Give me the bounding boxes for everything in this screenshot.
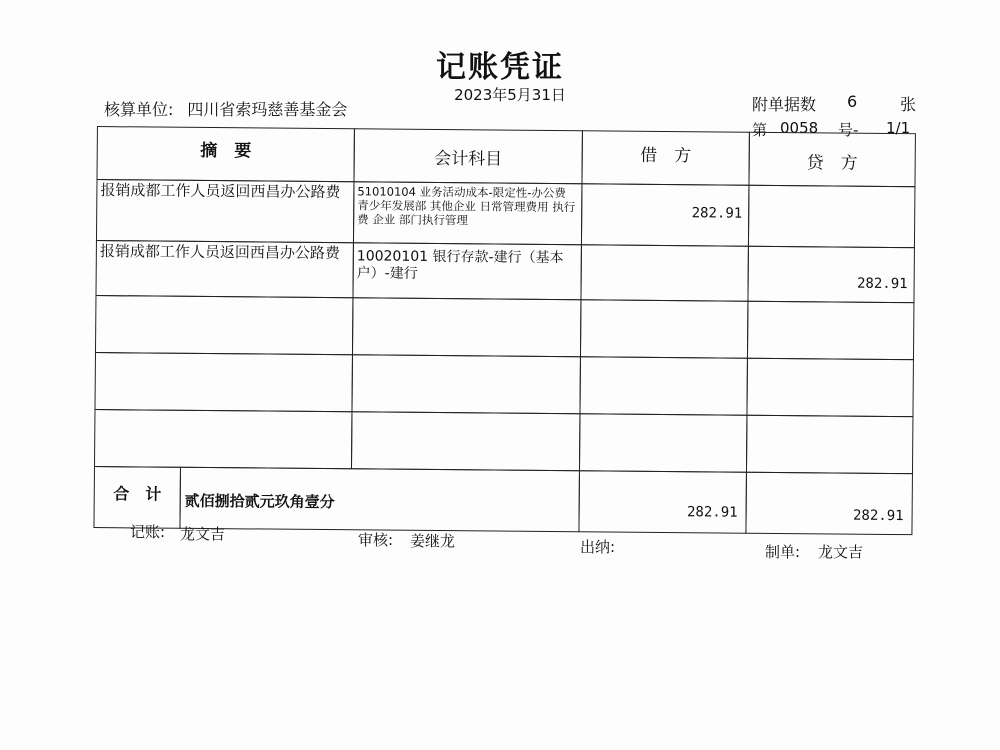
row-2-debit-cell [580, 244, 748, 301]
total-debit: 282.91 [686, 504, 738, 521]
attachment-label: 附单据数 [752, 95, 817, 114]
total-label: 合 计 [93, 466, 181, 529]
empty-row-3-credit [747, 301, 914, 360]
row-2-summary: 报销成都工作人员返回西昌办公路费 [95, 240, 353, 298]
row-2-account: 10020101 银行存款-建行（基本户）-建行 [352, 242, 581, 300]
preparer-label: 制单: [765, 543, 801, 561]
document-title: 记账凭证 [436, 50, 564, 85]
row-1-account: 51010104 业务活动成本-限定性-办公费 青少年发展部 其他企业 日常管理费用 执行费 企业 部门执行管理 [353, 181, 583, 245]
voucher-prefix: 第 [752, 121, 768, 139]
voucher-hao: 号- [838, 121, 859, 139]
attachment-count [752, 92, 922, 115]
voucher-no: 0058 [780, 119, 819, 137]
bookkeeper-label: 记账: [130, 523, 166, 541]
bookkeeper-name: 龙文吉 [180, 525, 226, 543]
empty-row-5-account [351, 411, 580, 471]
header-summary: 摘 要 [96, 126, 354, 182]
header-debit: 借 方 [581, 130, 749, 185]
empty-row-4-account [351, 354, 580, 414]
total-credit: 282.91 [852, 507, 904, 525]
total-amount-words: 贰佰捌拾贰元玖角壹分 [179, 467, 580, 532]
empty-row-4-debit [579, 356, 747, 415]
voucher-page: 1/1 [886, 119, 911, 137]
voucher-table [88, 122, 917, 539]
row-1-debit-cell [581, 183, 750, 246]
signature-line [0, 521, 1000, 561]
row-2-credit: 282.91 [856, 275, 908, 293]
preparer-name: 龙文吉 [818, 543, 864, 561]
empty-row-3-debit [580, 299, 748, 358]
empty-row-3-account [352, 297, 581, 357]
accounting-unit-label: 核算单位: [104, 100, 174, 119]
row-1-debit: 282.91 [691, 205, 743, 222]
accounting-unit-name: 四川省索玛慈善基金会 [187, 100, 348, 119]
empty-row-5-credit [746, 415, 913, 474]
empty-row-4-credit [746, 358, 913, 417]
header-account: 会计科目 [353, 128, 582, 184]
empty-row-5-debit [579, 413, 747, 472]
row-1-credit-cell [748, 185, 916, 248]
reviewer-label: 审核: [358, 531, 394, 549]
empty-row-4-summary [94, 352, 352, 412]
accounting-unit [104, 97, 347, 120]
row-1-summary: 报销成都工作人员返回西昌办公路费 [96, 179, 355, 243]
empty-row-3-summary [95, 295, 353, 355]
reviewer-name: 姜继龙 [410, 532, 456, 550]
voucher-date: 2023年5月31日 [454, 86, 566, 104]
header-credit: 贷 方 [748, 132, 915, 187]
cashier-label: 出纳: [580, 538, 616, 556]
empty-row-5-summary [94, 409, 352, 469]
attachment-unit: 张 [900, 95, 917, 114]
attachment-number: 6 [847, 92, 858, 111]
row-2-credit-cell [747, 246, 914, 303]
